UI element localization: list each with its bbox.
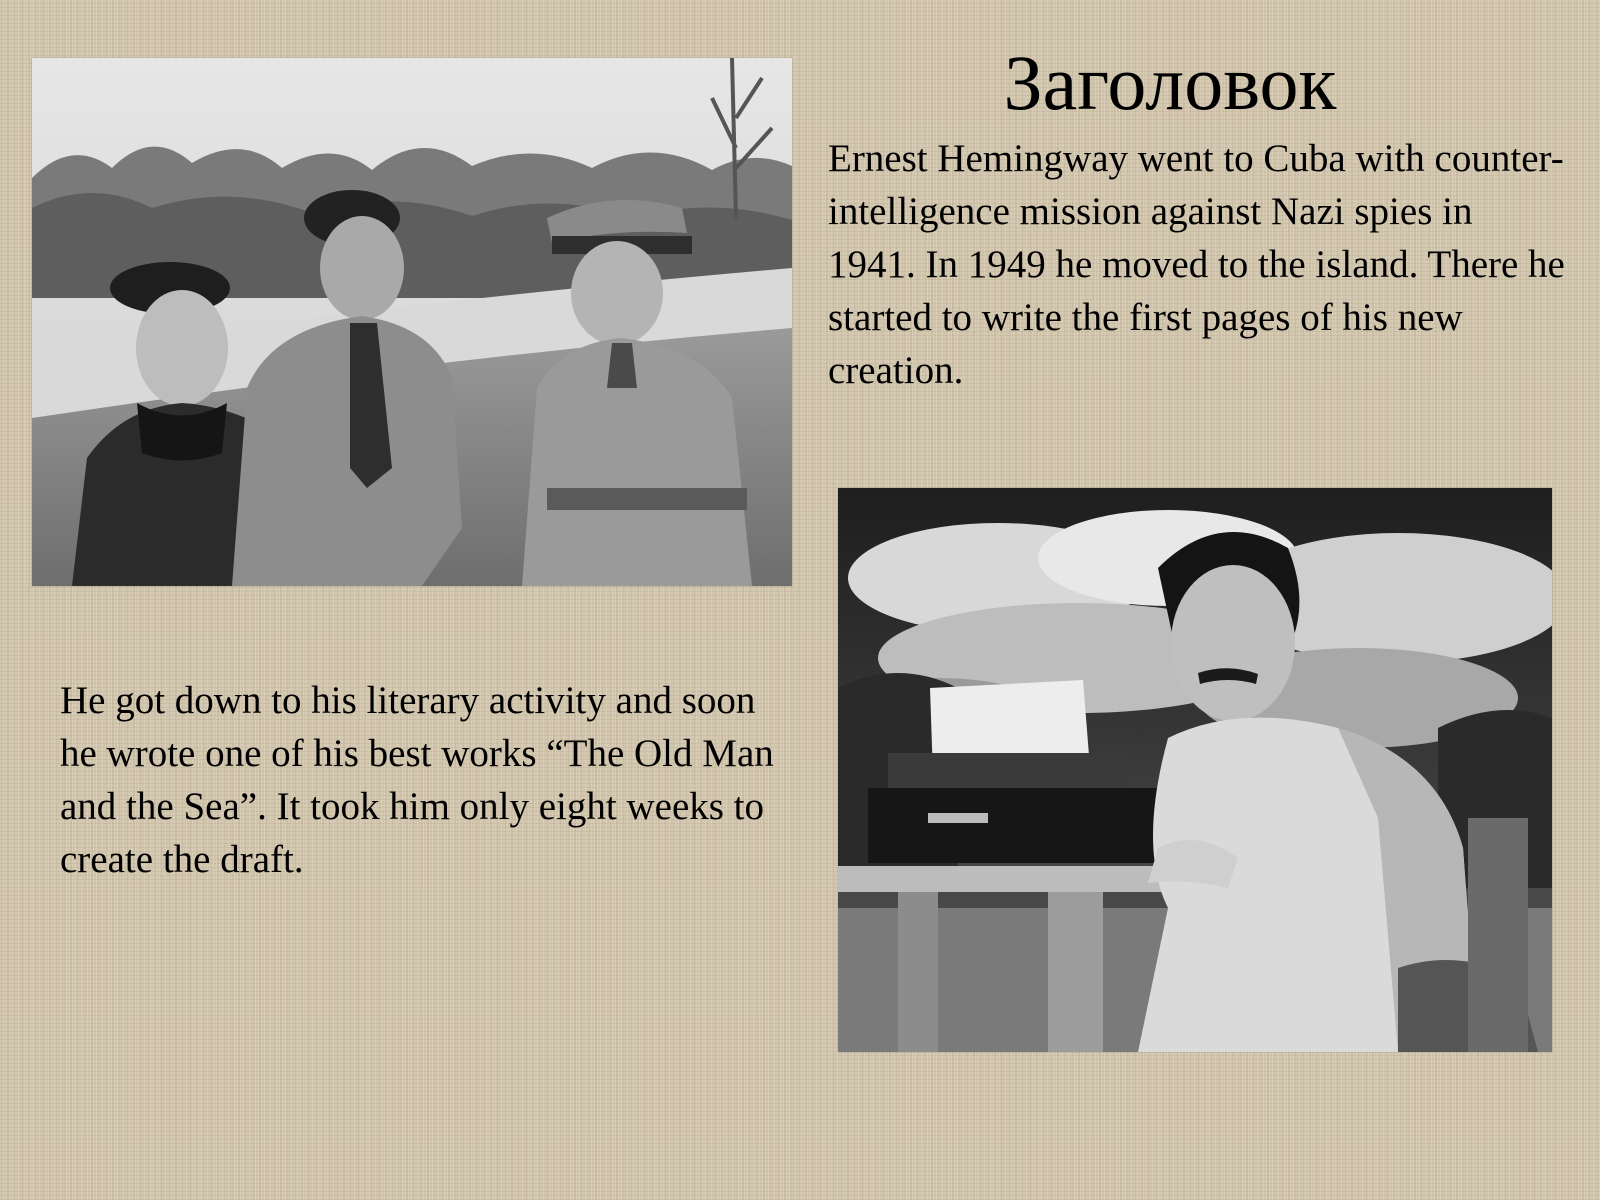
paragraph-cuba-mission: Ernest Hemingway went to Cuba with counter-intelligence mission against Nazi spies in 1941. In 1949 he moved to the island. There he started to write the first pages of his new creation. xyxy=(828,137,1565,392)
photo-three-men-outdoors xyxy=(32,58,792,586)
paragraph-old-man-and-the-sea: He got down to his literary activity and soon he wrote one of his best works “The Old Man and the Sea”. It took him only eight weeks to create the draft. xyxy=(60,679,774,881)
slide-title: Заголовок xyxy=(1003,39,1337,126)
photo-hemingway-typewriter xyxy=(838,488,1552,1052)
photo-typewriter-image xyxy=(838,488,1552,1052)
photo-three-men-image xyxy=(32,58,792,586)
